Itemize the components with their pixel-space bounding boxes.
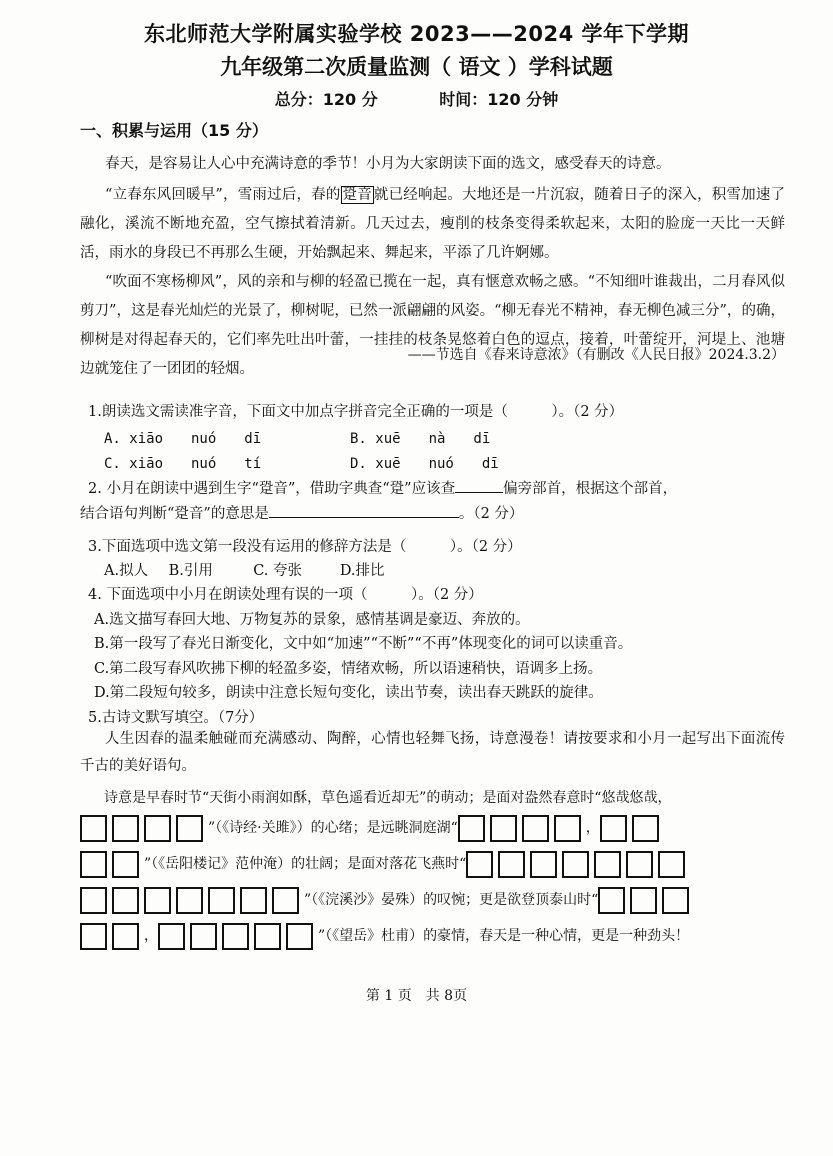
answer-box[interactable] xyxy=(240,887,267,914)
q3-option-b[interactable]: B.引用 xyxy=(168,563,213,579)
answer-box[interactable] xyxy=(80,887,107,914)
q3-option-c[interactable]: C. 夸张 xyxy=(253,563,303,579)
answer-box[interactable] xyxy=(530,851,557,878)
q4-option-c[interactable]: C.第二段写春风吹拂下柳的轻盈多姿，情绪欢畅，所以语速稍快，语调多上扬。 xyxy=(94,661,603,677)
q4-option-d[interactable]: D.第二段短句较多，朗读中注意长短句变化，读出节奏，读出春天跳跃的旋律。 xyxy=(94,685,603,701)
answer-box[interactable] xyxy=(562,851,589,878)
q2-text-3: 结合语句判断“跫音”的意思是 xyxy=(80,506,269,522)
answer-box[interactable] xyxy=(658,851,685,878)
question-4-stem: 4. 下面选项中小月在朗读处理有误的一项（ ）。（2 分） xyxy=(88,587,483,603)
question-1-stem: 1.朗读选文需读准字音，下面文中加点字拼音完全正确的一项是（ ）。（2 分） xyxy=(88,404,624,420)
question-5-stem: 5.古诗文默写填空。（7分） xyxy=(88,710,264,726)
passage-p2-after: 就已经响起。大地还是一片沉寂，随着日子的深入，积雪加速了融化，溪流不断地充盈，空气擦拭着清新。几天过去，瘦削的枝条变得柔软起来，太阳的脸庞一天比一天鲜活，雨水的身段已不再那么生硬，开始飘起来、舞起来，平添了几许婀娜。 xyxy=(80,187,786,261)
passage-paragraph-1: 春天，是容易让人心中充满诗意的季节！小月为大家朗读下面的选文，感受春天的诗意。 xyxy=(105,156,671,172)
q5-comma-2: ， xyxy=(144,928,158,944)
answer-box[interactable] xyxy=(80,923,107,950)
q2-text-2: 偏旁部首，根据这个部首， xyxy=(503,481,678,497)
exam-meta xyxy=(0,87,833,110)
answer-box[interactable] xyxy=(112,851,139,878)
answer-box[interactable] xyxy=(522,815,549,842)
answer-box[interactable] xyxy=(190,923,217,950)
answer-box[interactable] xyxy=(554,815,581,842)
answer-box[interactable] xyxy=(158,923,185,950)
answer-box[interactable] xyxy=(222,923,249,950)
q4-option-b[interactable]: B.第一段写了春光日渐变化，文中如“加速”“不断”“不再”体现变化的词可以读重音。 xyxy=(94,636,633,652)
answer-box[interactable] xyxy=(632,815,659,842)
q2-text-1: 2. 小月在朗读中遇到生字“跫音”，借助字典查“跫”应该查 xyxy=(88,481,456,497)
answer-box[interactable] xyxy=(490,815,517,842)
question-3-stem: 3.下面选项中选文第一段没有运用的修辞方法是（ ）。（2 分） xyxy=(88,539,522,555)
q5-text-4: ”（《浣溪沙》晏殊）的叹惋；更是欲登顶泰山时“ xyxy=(304,892,599,908)
answer-box[interactable] xyxy=(598,887,625,914)
answer-box[interactable] xyxy=(112,815,139,842)
exam-title-subject: 九年级第二次质量监测（ 语文 ）学科试题 xyxy=(220,55,613,79)
q3-options xyxy=(104,559,804,580)
q1-option-b[interactable]: B. xuē nà dī xyxy=(350,431,491,447)
passage-paragraph-2 xyxy=(80,181,785,268)
q2-blank-radical[interactable] xyxy=(455,478,503,493)
answer-box[interactable] xyxy=(466,851,493,878)
q5-text-5: ”（《望岳》杜甫）的豪情，春天是一种心情，更是一种劲头！ xyxy=(318,928,690,944)
answer-box[interactable] xyxy=(458,815,485,842)
answer-box[interactable] xyxy=(594,851,621,878)
exam-title-school: 东北师范大学附属实验学校 2023——2024 学年下学期 xyxy=(143,22,689,46)
answer-box[interactable] xyxy=(80,851,107,878)
page-number: 第 1 页 共 8页 xyxy=(365,988,468,1004)
q5-intro: 人生因春的温柔触碰而充满感动、陶醉，心情也轻舞飞扬，诗意漫卷！请按要求和小月一起写出下面流传千古的美好语句。 xyxy=(80,731,785,774)
question-2-line-2 xyxy=(80,502,780,523)
answer-box[interactable] xyxy=(144,815,171,842)
answer-box[interactable] xyxy=(112,923,139,950)
section-heading: 一、积累与运用（15 分） xyxy=(80,121,268,140)
answer-box[interactable] xyxy=(286,923,313,950)
answer-box[interactable] xyxy=(176,887,203,914)
answer-box[interactable] xyxy=(498,851,525,878)
boxed-word: 跫音 xyxy=(342,187,372,203)
q4-option-a[interactable]: A.选文描写春回大地、万物复苏的景象，感情基调是豪迈、奔放的。 xyxy=(94,612,530,628)
q5-comma: ， xyxy=(585,820,600,836)
q3-option-a[interactable]: A.拟人 xyxy=(104,563,149,579)
q2-text-4: 。（2 分） xyxy=(458,506,524,522)
passage-p2-before: “立春东风回暖早”，雪雨过后，春的 xyxy=(105,187,341,203)
q5-line-5 xyxy=(80,920,689,952)
answer-box[interactable] xyxy=(272,887,299,914)
exam-time: 时间：120 分钟 xyxy=(439,90,559,109)
q5-line-4 xyxy=(80,884,694,916)
answer-box[interactable] xyxy=(600,815,627,842)
q5-text-2: ”（《诗经·关雎》）的心绪；是远眺洞庭湖“ xyxy=(208,820,458,836)
answer-box[interactable] xyxy=(630,887,657,914)
total-score: 总分：120 分 xyxy=(274,90,378,109)
q2-blank-meaning[interactable] xyxy=(269,503,459,518)
passage-paragraph-3: “吹面不寒杨柳风”，风的亲和与柳的轻盈已揽在一起，真有惬意欢畅之感。“不知细叶谁裁出，二月春风似剪刀”，这是春光灿烂的光景了，柳树呢，已然一派翩翩的风姿。“柳无春光不精神，春无柳色减三分”，的确，柳树是对得起春天的，它们率先吐出叶蕾，一挂挂的枝条晃悠着白色的逗点，接着，叶蕾绽开，河堤上、池塘边就笼住了一团团的轻烟。 xyxy=(80,274,785,377)
q1-option-a[interactable]: A. xiāo nuó dī xyxy=(104,431,262,447)
q3-option-d[interactable]: D.排比 xyxy=(339,563,385,579)
question-2-line-1 xyxy=(88,477,788,498)
answer-box[interactable] xyxy=(80,815,107,842)
passage-source: ——节选自《春来诗意浓》（有删改《人民日报》2024.3.2） xyxy=(407,347,785,363)
q5-line-1: 诗意是早春时节“天街小雨润如酥，草色遥看近却无”的萌动；是面对盎然春意时“悠哉悠哉， xyxy=(104,790,672,806)
q5-line-2 xyxy=(80,812,664,844)
q5-text-3: ”（《岳阳楼记》范仲淹）的壮阔；是面对落花飞燕时“ xyxy=(144,856,467,872)
q1-option-d[interactable]: D. xuē nuó dī xyxy=(350,456,499,472)
q5-line-3 xyxy=(80,848,690,880)
answer-box[interactable] xyxy=(112,887,139,914)
answer-box[interactable] xyxy=(662,887,689,914)
answer-box[interactable] xyxy=(626,851,653,878)
answer-box[interactable] xyxy=(254,923,281,950)
q1-option-c[interactable]: C. xiāo nuó tí xyxy=(104,456,262,472)
answer-box[interactable] xyxy=(208,887,235,914)
answer-box[interactable] xyxy=(176,815,203,842)
answer-box[interactable] xyxy=(144,887,171,914)
